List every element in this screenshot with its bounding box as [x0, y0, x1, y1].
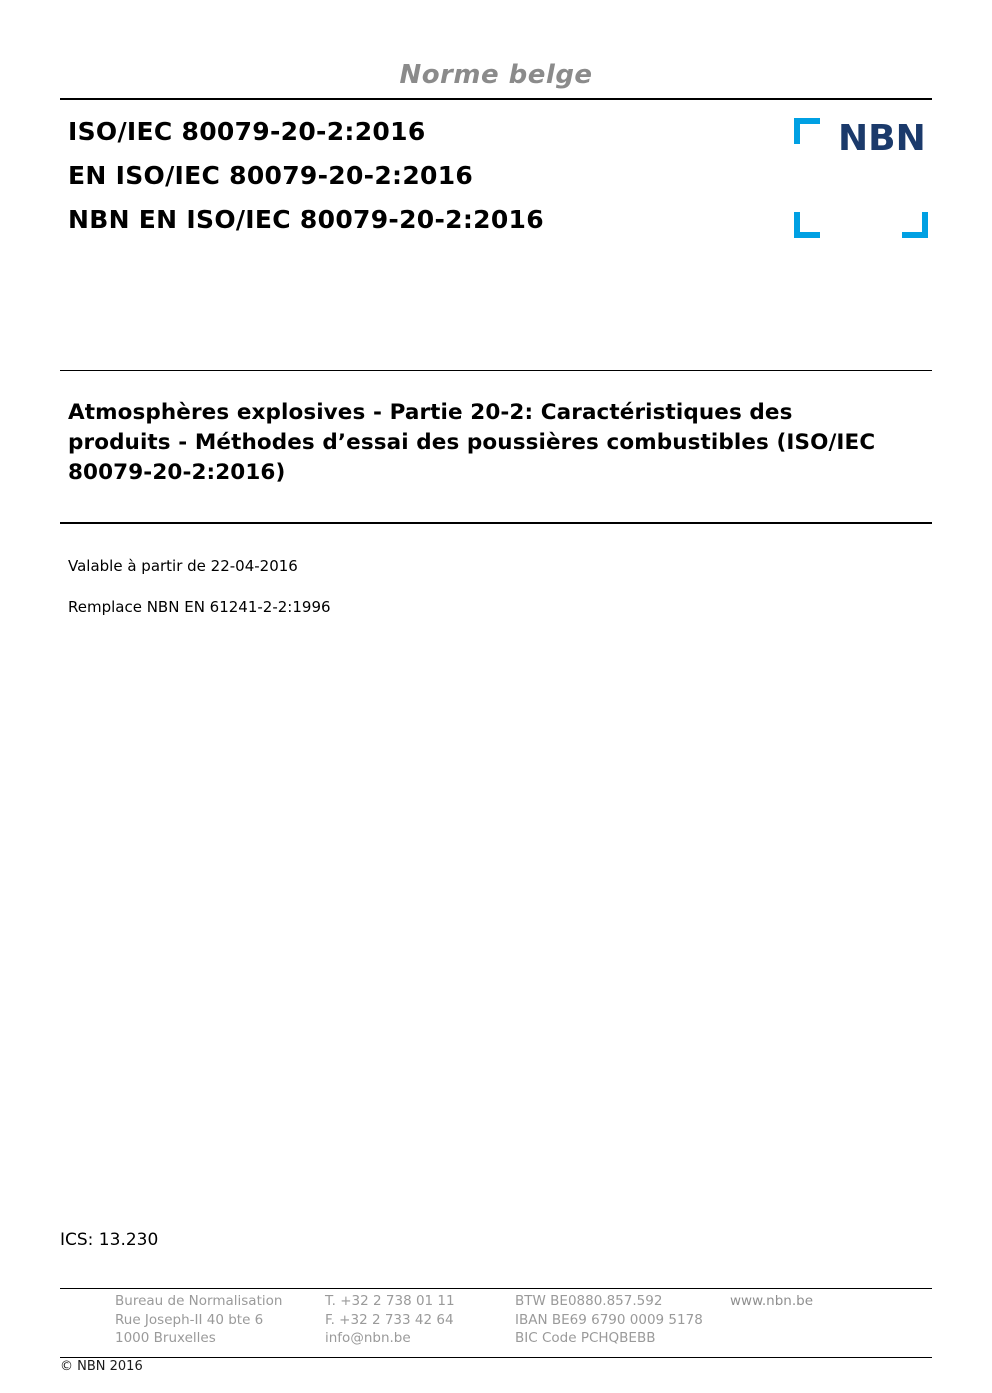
logo-corner-bottom-right-icon [902, 212, 928, 238]
header-divider [60, 98, 932, 100]
valid-from-text: Valable à partir de 22-04-2016 [68, 557, 298, 575]
page-footer [115, 1292, 935, 1348]
footer-banking [515, 1292, 730, 1348]
logo-corner-bottom-left-icon [794, 212, 820, 238]
logo-wordmark: NBN [838, 118, 926, 159]
reference-line-2: EN ISO/IEC 80079-20-2:2016 [68, 161, 474, 190]
logo-corner-top-left-icon [794, 118, 820, 144]
replaces-text: Remplace NBN EN 61241-2-2:1996 [68, 598, 331, 616]
footer-iban: IBAN BE69 6790 0009 5178 [515, 1311, 703, 1328]
bottom-divider [60, 1357, 932, 1358]
title-top-divider [60, 370, 932, 371]
ics-code: ICS: 13.230 [60, 1230, 159, 1250]
page-header-title: Norme belge [399, 60, 593, 90]
footer-divider [60, 1288, 932, 1289]
nbn-logo [790, 112, 935, 247]
document-title: Atmosphères explosives - Partie 20-2: Caractéristiques des produits - Méthodes d’essai des poussières combustibles (ISO/IEC 80079-20-2:2016) [68, 400, 876, 485]
copyright-notice: © NBN 2016 [60, 1359, 143, 1374]
footer-address-line-2: Rue Joseph-II 40 bte 6 [115, 1311, 264, 1328]
footer-address [115, 1292, 325, 1348]
title-bottom-divider [60, 522, 932, 524]
footer-email[interactable]: info@nbn.be [325, 1330, 411, 1346]
footer-vat: BTW BE0880.857.592 [515, 1293, 663, 1309]
footer-website-column [730, 1292, 813, 1348]
footer-fax: F. +32 2 733 42 64 [325, 1311, 454, 1328]
footer-address-line-3: 1000 Bruxelles [115, 1330, 216, 1346]
standard-reference-list [68, 110, 708, 242]
footer-contact [325, 1292, 515, 1348]
reference-line-3: NBN EN ISO/IEC 80079-20-2:2016 [68, 205, 544, 234]
footer-website-link[interactable]: www.nbn.be [730, 1293, 814, 1309]
document-metadata [68, 556, 768, 617]
footer-address-line-1: Bureau de Normalisation [115, 1293, 283, 1309]
footer-phone: T. +32 2 738 01 11 [325, 1293, 455, 1309]
reference-line-1: ISO/IEC 80079-20-2:2016 [68, 117, 426, 146]
footer-bic: BIC Code PCHQBEBB [515, 1330, 656, 1346]
